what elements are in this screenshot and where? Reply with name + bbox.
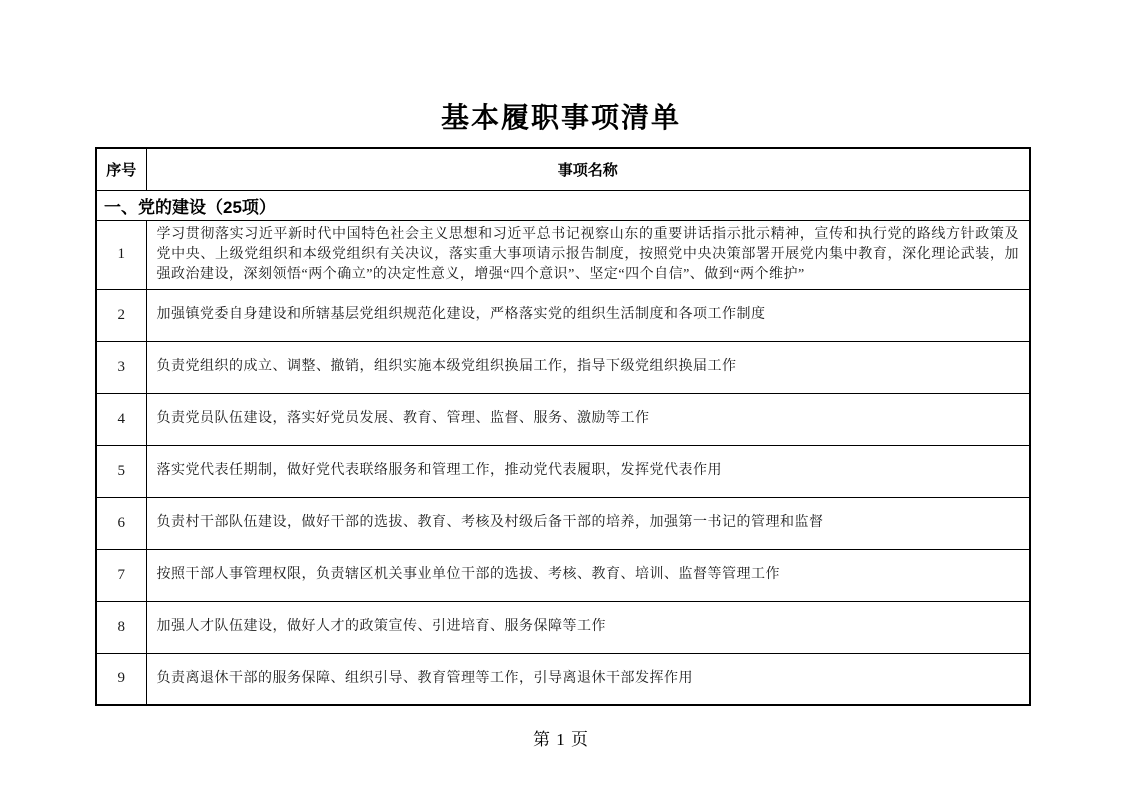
row-number: 3 [96, 341, 146, 393]
row-item-text: 负责离退休干部的服务保障、组织引导、教育管理等工作，引导离退休干部发挥作用 [146, 653, 1030, 705]
row-number: 8 [96, 601, 146, 653]
section-header-row [96, 190, 1030, 220]
row-item-text: 按照干部人事管理权限，负责辖区机关事业单位干部的选拔、考核、教育、培训、监督等管理工作 [146, 549, 1030, 601]
row-number: 2 [96, 289, 146, 341]
table-row [96, 289, 1030, 341]
table-row [96, 341, 1030, 393]
row-item-text: 加强人才队伍建设，做好人才的政策宣传、引进培育、服务保障等工作 [146, 601, 1030, 653]
table-row [96, 601, 1030, 653]
row-item-text: 负责党组织的成立、调整、撤销，组织实施本级党组织换届工作，指导下级党组织换届工作 [146, 341, 1030, 393]
table-row [96, 653, 1030, 705]
duties-table [95, 147, 1031, 706]
row-number: 9 [96, 653, 146, 705]
page-title: 基本履职事项清单 [440, 103, 681, 134]
section-title: 一、党的建设（25项） [96, 190, 1030, 220]
header-serial-number: 序号 [96, 148, 146, 190]
header-item-name: 事项名称 [146, 148, 1030, 190]
row-number: 1 [96, 220, 146, 289]
table-row [96, 497, 1030, 549]
row-number: 6 [96, 497, 146, 549]
page-footer: 第 1 页 [533, 730, 589, 749]
row-item-text: 负责党员队伍建设，落实好党员发展、教育、管理、监督、服务、激励等工作 [146, 393, 1030, 445]
row-item-text: 加强镇党委自身建设和所辖基层党组织规范化建设，严格落实党的组织生活制度和各项工作制度 [146, 289, 1030, 341]
table-row [96, 445, 1030, 497]
row-number: 5 [96, 445, 146, 497]
table-row [96, 393, 1030, 445]
row-item-text: 落实党代表任期制，做好党代表联络服务和管理工作，推动党代表履职，发挥党代表作用 [146, 445, 1030, 497]
row-number: 7 [96, 549, 146, 601]
table-header-row [96, 148, 1030, 190]
table-row [96, 220, 1030, 289]
row-number: 4 [96, 393, 146, 445]
row-item-text: 学习贯彻落实习近平新时代中国特色社会主义思想和习近平总书记视察山东的重要讲话指示批示精神，宣传和执行党的路线方针政策及党中央、上级党组织和本级党组织有关决议，落实重大事项请示报告制度，按照党中央决策部署开展党内集中教育，深化理论武装，加强政治建设，深刻领悟“两个确立”的决定性意义，增强“四个意识”、坚定“四个自信”、做到“两个维护” [146, 220, 1030, 289]
table-row [96, 549, 1030, 601]
row-item-text: 负责村干部队伍建设，做好干部的选拔、教育、考核及村级后备干部的培养，加强第一书记的管理和监督 [146, 497, 1030, 549]
